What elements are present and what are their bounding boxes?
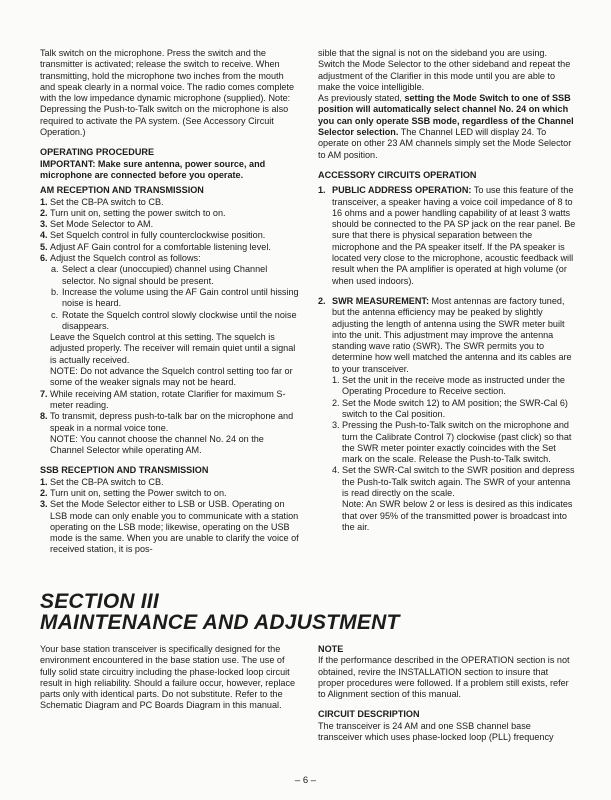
- swr-note: Note: An SWR below 2 or less is desired as this indicates that over 95% of the transmitted power is broadcast into the air.: [342, 499, 573, 532]
- section-heading: [40, 591, 580, 633]
- list-item: 2. Set the Mode switch 12) to AM position; the SWR-Cal 6) switch to the Cal position.: [332, 397, 568, 419]
- list-item: 4. Set Squelch control in fully counterclockwise position.: [40, 230, 266, 241]
- intro-paragraph: Talk switch on the microphone. Press the switch and the transmitter is activated; release the switch to receive. When transmitting, hold the microphone two inches from the mouth and speak clearly in a normal voice. The radio comes complete with the low impedance dynamic microphone (supplied). Note: Depressing the Push-to-Talk switch on the microphone is also required to activate the PA system. (See Accessory Circuit Operation.): [40, 48, 295, 138]
- left-column: [40, 48, 300, 556]
- list-item: 3. Pressing the Push-to-Talk switch on the microphone and turn the Calibrate Control 7) clockwise (past click) so that the SWR meter pointer exactly coincides with the Set mark on the scale. Release the Push-to-Talk switch.: [332, 420, 572, 465]
- right-column: [318, 48, 576, 533]
- important-notice: IMPORTANT: Make sure antenna, power source, and microphone are connected before you operate.: [40, 158, 266, 180]
- operating-procedure-heading: OPERATING PROCEDURE: [40, 147, 155, 158]
- list-item: 4. Set the SWR-Cal switch to the SWR position and depress the Push-to-Talk switch again. The SWR of your antenna is read directly on the scale.: [332, 465, 575, 498]
- list-item: 3. Set the Mode Selector either to LSB or USB. Operating on LSB mode can only enable you to communicate with a station operating on the LSB mode; likewise, operating on the USB mode is the same. When you are unable to clarify the voice of received station, it is pos-: [40, 499, 299, 555]
- note-paragraph: If the performance described in the OPERATION section is not obtained, revire the INSTALLATION section to insure that proper procedures were followed. If a problem still exists, refer to Alignment section of this manual.: [318, 655, 570, 700]
- section-title: MAINTENANCE AND ADJUSTMENT: [40, 611, 400, 634]
- section-number: SECTION III: [40, 590, 159, 613]
- squelch-leave-text: Leave the Squelch control at this setting. The squelch is adjusted properly. The receiver will remain quiet until a signal is actually received.: [50, 332, 296, 365]
- pa-operation-item: 1. PUBLIC ADDRESS OPERATION: To use this feature of the transceiver, a speaker having a voice coil impedance of 8 to 16 ohms and a power handling capability of at least 3 watts should be connected to the PA SP jack on the rear panel. Be sure that there is physical separation between the microphone and the PA speaker itself. If the PA speaker is located very close to the microphone, acoustic feedback will result when the PA amplifier is operated at high volume (or when used indoors).: [318, 185, 576, 286]
- list-item: 1. Set the CB-PA switch to CB.: [40, 476, 164, 487]
- maintenance-intro: [40, 644, 300, 712]
- accessory-heading: ACCESSORY CIRCUITS OPERATION: [318, 169, 477, 180]
- sub-item: c. Rotate the Squelch control slowly clockwise until the noise disappears.: [51, 309, 297, 331]
- sub-item: b. Increase the volume using the AF Gain control until hissing noise is heard.: [51, 286, 299, 309]
- swr-measurement-item: 2. SWR MEASUREMENT: Most antennas are factory tuned, but the antenna efficiency may be peaked by slightly adjusting the length of antenna using the SWR meter built into the unit. This adjustment may improve the antenna standing wave ratio (SWR). The SWR permits you to determine how well matched the antenna and its cables are to your transceiver.: [318, 295, 572, 374]
- ssb-previously-stated: As previously stated, setting the Mode Switch to one of SSB position will automatically select channel No. 24 on which you can only operate SSB mode, regardless of the Channel Selector selection. The Channel LED will display 24. To operate on other 23 AM channels simply set the Mode Selector to AM position.: [318, 93, 574, 160]
- list-item: 2. Turn unit on, setting the power switch to on.: [40, 207, 226, 218]
- page-number: – 6 –: [294, 775, 317, 786]
- sub-item: a. Select a clear (unoccupied) channel using Channel selector. No signal should be present.: [51, 264, 268, 286]
- am-steps-list: [40, 197, 300, 265]
- circuit-description-heading: CIRCUIT DESCRIPTION: [318, 709, 420, 720]
- maintenance-right: [318, 644, 576, 743]
- note-heading: NOTE: [318, 644, 344, 654]
- channel-note: NOTE: You cannot choose the channel No. 24 on the Channel Selector while operating AM.: [50, 433, 264, 456]
- maintenance-paragraph: Your base station transceiver is specifically designed for the environment encountered in the base station use. The use of fully solid state circuitry including the phase-locked loop circuit result in high reliability. Should a failure occur, however, replace parts only with identical parts. Do not substitute. Refer to the Schematic Diagram and PC Boards Diagram in this manual.: [40, 644, 296, 711]
- list-item: 6. Adjust the Squelch control as follows:: [40, 253, 201, 264]
- circuit-description-paragraph: The transceiver is 24 AM and one SSB channel base transceiver which uses phase-locked loop (PLL) frequency: [318, 720, 554, 743]
- ssb-continued-text: sible that the signal is not on the sideband you are using. Switch the Mode Selector to the other sideband and repeat the adjustment of the Clarifier in this mode until you are able to make the voice intelligible.: [318, 48, 571, 92]
- ssb-steps-list: [40, 477, 300, 556]
- list-item: 1. Set the CB-PA switch to CB.: [40, 196, 164, 207]
- list-item: 8. To transmit, depress push-to-talk bar on the microphone and speak in a normal voice tone.: [40, 411, 294, 433]
- list-item: 5. Adjust AF Gain control for a comfortable listening level.: [40, 241, 271, 252]
- list-item: 7. While receiving AM station, rotate Clarifier for maximum S-meter reading.: [40, 388, 286, 410]
- am-heading: AM RECEPTION AND TRANSMISSION: [40, 185, 204, 196]
- squelch-note: NOTE: Do not advance the Squelch control setting too far or some of the weaker signals may not be heard.: [50, 366, 293, 388]
- list-item: 2. Turn unit on, setting the Power switch to on.: [40, 487, 227, 498]
- list-item: 1. Set the unit in the receive mode as instructed under the Operating Procedure to Receive section.: [332, 375, 565, 397]
- list-item: 3. Set Mode Selector to AM.: [40, 219, 154, 230]
- ssb-heading: SSB RECEPTION AND TRANSMISSION: [40, 465, 209, 476]
